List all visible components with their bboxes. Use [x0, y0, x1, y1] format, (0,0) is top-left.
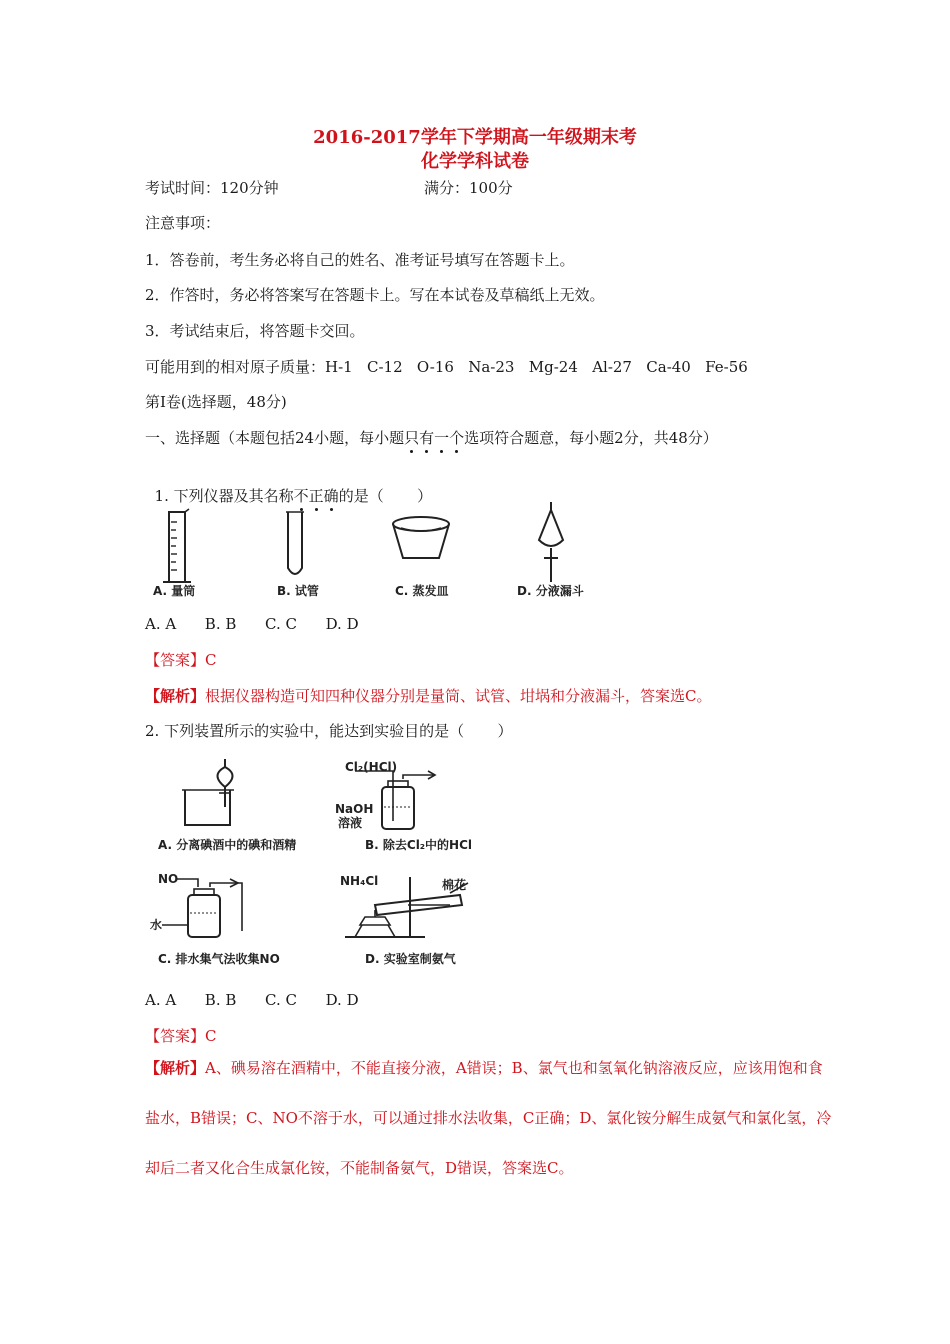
q2-analysis-line-3: 却后二者又化合生成氯化铵，不能制备氨气，D错误，答案选C。: [145, 1159, 574, 1177]
q1-figure: [145, 500, 625, 605]
q2-fig-c-reagent: 水: [150, 918, 163, 932]
q2-stem: 2. 下列装置所示的实验中，能达到实验目的是（ ）: [145, 722, 513, 740]
exam-subtitle: 化学学科试卷: [421, 151, 529, 172]
gas-collection-bottle-icon: [162, 879, 242, 937]
part-heading: 第Ⅰ卷(选择题，48分): [145, 393, 287, 411]
note-item-1: 1．答卷前，考生务必将自己的姓名、准考证号填写在答题卡上。: [145, 251, 575, 269]
q1-answer: 【答案】C: [145, 651, 217, 669]
q2-fig-b-label: B. 除去Cl₂中的HCl: [365, 838, 473, 852]
q2-fig-b-reagent-1: NaOH: [335, 802, 374, 816]
emphasis-char: 只: [404, 429, 420, 447]
q1-analysis-text: 根据仪器构造可知四种仪器分别是量筒、试管、坩埚和分液漏斗，答案选C。: [205, 687, 712, 705]
q2-answer: 【答案】C: [145, 1027, 217, 1045]
test-tube-icon: [288, 512, 302, 574]
atomic-masses: 可能用到的相对原子质量：H-1 C-12 O-16 Na-23 Mg-24 Al-27 Ca-40 Fe-56: [145, 358, 748, 376]
emphasis-char: 正: [308, 487, 324, 505]
q1-fig-label-a: A. 量筒: [153, 584, 196, 598]
q2-fig-label-a: A. 分离碘酒中的碘和酒精: [158, 838, 297, 852]
q1-fig-label-d: D. 分液漏斗: [517, 584, 584, 598]
q1-analysis-tag: 【解析】: [145, 687, 206, 705]
note-item-2: 2．作答时，务必将答案写在答题卡上。写在本试卷及草稿纸上无效。: [145, 286, 605, 304]
q1-fig-label-b: B. 试管: [277, 584, 319, 598]
q1-options: A. A B. B C. C D. D: [145, 615, 359, 633]
q2-analysis-line-1: [145, 1058, 823, 1078]
q2-fig-d-label: D. 实验室制氨气: [365, 952, 456, 966]
beaker-funnel-icon: [182, 759, 234, 825]
q2-fig-b-gas: Cl₂(HCl): [345, 760, 398, 774]
q2-fig-c-gas: NO: [158, 872, 179, 886]
full-score: 满分：100分: [424, 179, 513, 197]
q2-fig-d-cotton: 棉花: [442, 878, 467, 892]
q2-analysis-tag: 【解析】: [145, 1059, 206, 1077]
q2-fig-d-reagent: NH₄Cl: [340, 874, 379, 888]
evaporating-dish-icon: [393, 517, 449, 558]
graduated-cylinder-icon: [163, 509, 191, 582]
exam-time: 考试时间：120分钟: [145, 179, 279, 197]
q1-stem-after: 的是（ ）: [338, 487, 433, 505]
instruction-after: 选项符合题意，每小题2分，共48分）: [464, 429, 718, 447]
separatory-funnel-icon: [539, 502, 563, 582]
q2-analysis-line-2: 盐水，B错误；C、NO不溶于水，可以通过排水法收集，C正确；D、氯化铵分解生成氨气和氯化氢，冷: [145, 1109, 832, 1127]
section-instruction: [145, 428, 718, 448]
notes-heading: 注意事项：: [145, 214, 221, 232]
emphasis-char: 确: [323, 487, 339, 505]
exam-title: 2016-2017学年下学期高一年级期末考: [313, 127, 637, 148]
q1-analysis: [145, 686, 712, 706]
gas-wash-bottle-icon: [355, 771, 435, 829]
note-item-3: 3．考试结束后，将答题卡交回。: [145, 322, 365, 340]
emphasis-char: 有: [419, 429, 435, 447]
q2-figure: [150, 755, 530, 970]
instruction-before: 一、选择题（本题包括24小题，每小题: [145, 429, 405, 447]
q2-fig-c-label: C. 排水集气法收集NO: [158, 952, 280, 966]
q2-fig-b-reagent-2: 溶液: [338, 816, 363, 830]
q1-fig-label-c: C. 蒸发皿: [395, 584, 449, 598]
emphasis-char: 一: [434, 429, 450, 447]
q2-analysis-text-1: A、碘易溶在酒精中，不能直接分液，A错误；B、氯气也和氢氧化钠溶液反应，应该用饱和食: [205, 1059, 823, 1077]
instruction-emphasis: [404, 429, 464, 447]
q2-options: A. A B. B C. C D. D: [145, 991, 359, 1009]
q1-stem-before: 1. 下列仪器及其名称: [154, 487, 294, 505]
emphasis-char: 个: [449, 429, 465, 447]
emphasis-char: 不: [293, 487, 309, 505]
